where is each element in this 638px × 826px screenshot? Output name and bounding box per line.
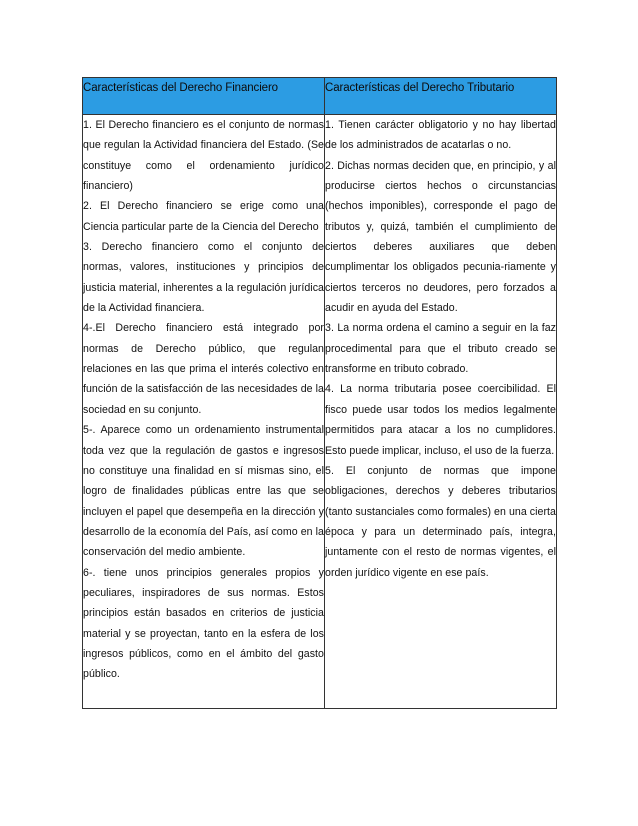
tributario-item-4: 4. La norma tributaria posee coercibilidad. El fisco puede usar todos los medios legalmente permitidos para atacar a los no cumplidores. Esto puede implicar, incluso, el uso de la fuerza. [325,383,556,457]
tributario-item-5: 5. El conjunto de normas que impone obligaciones, derechos y deberes tributarios (tanto sustanciales como formales) en una cierta época y para un determinado país, integra, juntamente con el resto de normas vigentes, el orden jurídico vigente en ese país. [325,464,556,579]
header-derecho-tributario: Características del Derecho Tributario [325,78,557,115]
financiero-item-4: 4-.El Derecho financiero está integrado por normas de Derecho público, que regulan relaciones en las que prima el interés colectivo en función de la satisfacción de las necesidades de la sociedad en su conjunto. [83,322,324,416]
tributario-item-1: 1. Tienen carácter obligatorio y no hay libertad de los administrados de acatarlas o no. [325,119,556,152]
financiero-column [83,115,325,709]
financiero-item-3: 3. Derecho financiero como el conjunto de normas, valores, instituciones y principios de justicia material, inherentes a la regulación jurídica de la Actividad financiera. [83,241,324,315]
tributario-item-3: 3. La norma ordena el camino a seguir en la faz procedimental para que el tributo creado se transforme en tributo cobrado. [325,322,556,376]
header-derecho-financiero: Características del Derecho Financiero [83,78,325,115]
financiero-item-1: 1. El Derecho financiero es el conjunto de normas que regulan la Actividad financiera del Estado. (Se constituye como el ordenamiento jurídico financiero) [83,119,324,193]
comparison-table [82,77,557,709]
tributario-column [325,115,557,709]
table-header-row [83,78,557,115]
tributario-item-2: 2. Dichas normas deciden que, en principio, y al producirse ciertos hechos o circunstancias (hechos imponibles), corresponde el pago de tributos y, quizá, también el cumplimiento de ciertos deberes auxiliares que deben cumplimentar los obligados pecunia-riamente y ciertos terceros no deudores, pero forzados a acudir en ayuda del Estado. [325,159,556,315]
financiero-item-2: 2. El Derecho financiero se erige como una Ciencia particular parte de la Ciencia del Derecho [83,200,324,233]
table-body-row [83,115,557,709]
financiero-item-6: 6-. tiene unos principios generales propios y peculiares, inspiradores de sus normas. Estos principios están basados en criterios de justicia material y se proyectan, tanto en la esfera de los ingresos públicos, como en el ámbito del gasto público. [83,566,324,681]
financiero-item-5: 5-. Aparece como un ordenamiento instrumental toda vez que la regulación de gastos e ingresos no constituye una finalidad en sí mismas sino, el logro de finalidades públicas entre las que se incluyen el papel que desempeña en la dirección y desarrollo de la economía del País, así como en la conservación del medio ambiente. [83,424,324,559]
